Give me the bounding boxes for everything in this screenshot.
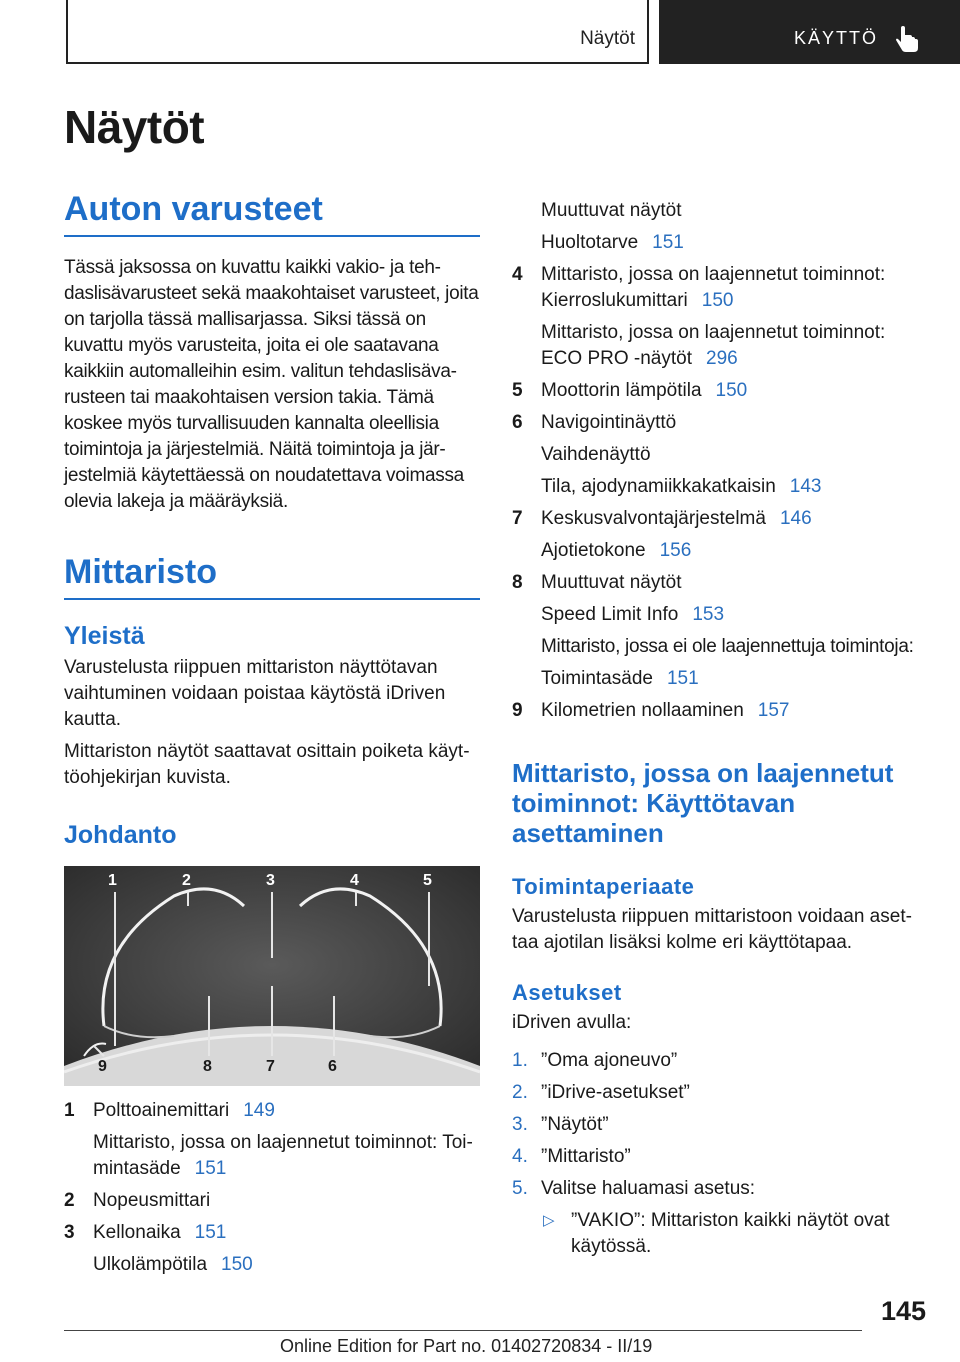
legend-subitem: Mittaristo, jossa ei ole laajennettuja toimintoja: (541, 636, 914, 657)
legend-subitem: Ulkolämpötila 150 (93, 1254, 253, 1275)
page-reference-link[interactable]: 156 (659, 540, 692, 561)
page-reference-link[interactable]: 151 (666, 668, 699, 689)
heading-yleista: Yleistä (64, 622, 145, 650)
paragraph-yleista-1: Varustelusta riippuen mittariston näyttötavan vaihtuminen voidaan poistaa käytöstä iDriven kautta. (64, 657, 446, 730)
step-item: 1. ”Oma ajoneuvo” (512, 1050, 678, 1071)
legend-subitem: Mittaristo, jossa on laajennetut toiminnot: Toimintasäde 151 (93, 1132, 473, 1179)
header-chapter-title: KÄYTTÖ (793, 28, 878, 48)
triangle-bullet-icon: ▷ (543, 1212, 555, 1229)
heading-kayttotavan-asettaminen: Mittaristo, jossa on laajennetut toiminnot: Käyttötavan asettaminen (512, 758, 894, 848)
page-title: Näytöt (64, 101, 205, 153)
legend-item: 6 Navigointinäyttö (512, 412, 677, 433)
footer-divider (64, 1330, 862, 1331)
legend-item: 3 Kellonaika 151 (64, 1222, 227, 1243)
figure-label-4: 4 (350, 872, 359, 889)
page-reference-link[interactable]: 151 (652, 232, 684, 253)
legend-item: 2 Nopeusmittari (64, 1190, 211, 1211)
right-column (512, 198, 928, 1260)
figure-label-5: 5 (423, 872, 432, 889)
page-reference-link[interactable]: 151 (194, 1222, 227, 1243)
legend-item: 9 Kilometrien nollaaminen 157 (512, 700, 790, 721)
legend-item: 1 Polttoainemittari 149 (64, 1100, 275, 1121)
legend-list-left (64, 1098, 480, 1278)
step-item: 4. ”Mittaristo” (512, 1146, 631, 1167)
page-reference-link[interactable]: 296 (706, 348, 738, 369)
legend-subitem: Toimintasäde 151 (541, 668, 699, 689)
figure-label-9: 9 (98, 1058, 107, 1075)
header-section-title: Näytöt (580, 28, 635, 49)
page-reference-link[interactable]: 151 (194, 1158, 227, 1179)
figure-label-6: 6 (328, 1058, 337, 1075)
steps-list (512, 1048, 928, 1260)
paragraph-toimintaperiaate: Varustelusta riippuen mittaristoon voidaan asettaa ajotilan lisäksi kolme eri käyttötapaa. (512, 906, 912, 953)
header-section-box (66, 0, 649, 64)
figure-label-3: 3 (266, 872, 275, 889)
page-reference-link[interactable]: 153 (692, 604, 725, 625)
header-chapter-box (659, 0, 960, 64)
step-item: 3. ”Näytöt” (512, 1114, 609, 1135)
instrument-cluster-illustration (64, 866, 480, 1086)
figure-label-8: 8 (203, 1058, 212, 1075)
page-reference-link[interactable]: 150 (701, 290, 734, 311)
step-item: 5. Valitse haluamasi asetus: (512, 1178, 756, 1199)
page-reference-link[interactable]: 150 (715, 380, 748, 401)
instrument-cluster-figure (64, 866, 480, 1086)
legend-item: 5 Moottorin lämpötila 150 (512, 380, 748, 401)
legend-subitem: Mittaristo, jossa on laajennetut toiminnot: ECO PRO -näytöt 296 (541, 322, 886, 369)
left-column (64, 190, 480, 1278)
paragraph-idrive: iDriven avulla: (512, 1012, 632, 1033)
legend-subitem: Speed Limit Info 153 (541, 604, 725, 625)
figure-label-2: 2 (182, 872, 191, 889)
page-number: 145 (880, 1296, 926, 1326)
heading-auton-varusteet: Auton varusteet (64, 190, 480, 237)
legend-subitem: Ajotietokone 156 (541, 540, 692, 561)
legend-item: 7 Keskusvalvontajärjestelmä 146 (512, 508, 812, 529)
bullet-item: ▷ ”VAKIO”: Mittariston kaikki näytöt ovat käytössä. (543, 1210, 890, 1257)
legend-subitem: Vaihdenäyttö (541, 444, 651, 465)
page-reference-link[interactable]: 149 (243, 1100, 275, 1121)
legend-item: 8 Muuttuvat näytöt (512, 572, 682, 593)
page-reference-link[interactable]: 143 (789, 476, 822, 497)
legend-subitem: Muuttuvat näytöt (541, 200, 682, 221)
legend-subitem: Tila, ajodynamiikkakatkaisin 143 (541, 476, 822, 497)
figure-label-1: 1 (108, 872, 117, 889)
legend-subitem: Huoltotarve 151 (541, 232, 684, 253)
heading-asetukset: Asetukset (512, 980, 622, 1005)
step-item: 2. ”iDrive-asetukset” (512, 1082, 690, 1103)
legend-list-right (512, 198, 928, 724)
page-reference-link[interactable]: 157 (757, 700, 790, 721)
paragraph-yleista-2: Mittariston näytöt saattavat osittain poiketa käyttöohjekirjan kuvista. (64, 741, 470, 788)
footer-edition-text: Online Edition for Part no. 01402720834 - II/19 (280, 1336, 653, 1356)
page-reference-link[interactable]: 150 (221, 1254, 253, 1275)
heading-toimintaperiaate: Toimintaperiaate (512, 874, 695, 899)
legend-item: 4 Mittaristo, jossa on laajennetut toiminnot: Kierroslukumittari 150 (512, 264, 886, 311)
footer (280, 1336, 652, 1357)
paragraph-auton-varusteet: Tässä jaksossa on kuvattu kaikki vakio- ja tehdaslisävarusteet sekä maakohtaiset varusteet, joita on tarjolla tässä mallisarjassa. Siksi tässä on kuvattu myös varusteita, joita ei ole saatavana kaikkiin automalleihin esim. valitun tehdaslisävarusteen tai maakohtaisen version takia. Tämä koskee myös turvallisuuden kannalta oleellisia toimintoja ja järjestelmiä. Näitä toimintoja ja järjestelmiä käytettäessä on noudatettava voimassa olevia lakeja ja määräyksiä. (64, 257, 479, 512)
heading-johdanto: Johdanto (64, 821, 177, 849)
heading-mittaristo: Mittaristo (64, 553, 480, 600)
page-reference-link[interactable]: 146 (779, 508, 812, 529)
figure-label-7: 7 (266, 1058, 275, 1075)
pointing-hand-icon (894, 26, 920, 54)
